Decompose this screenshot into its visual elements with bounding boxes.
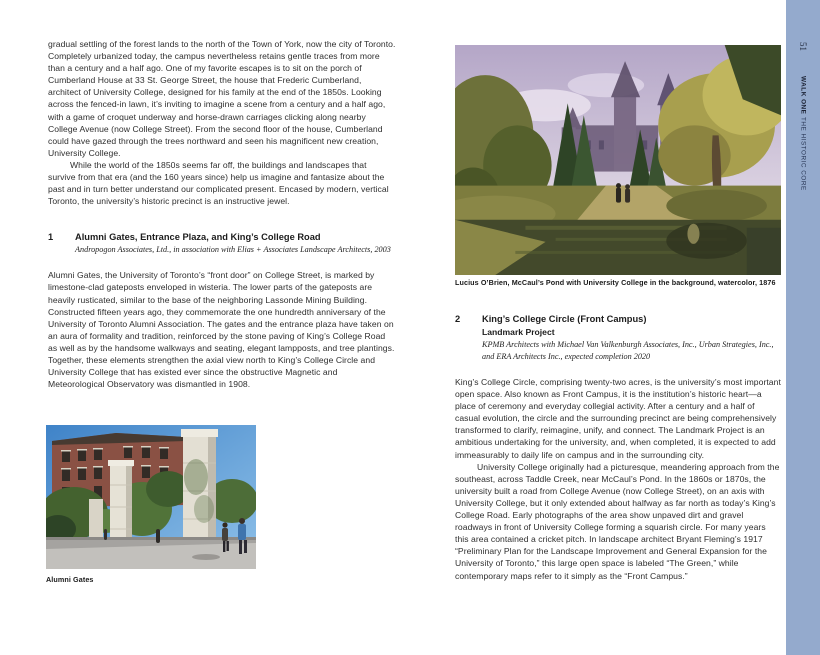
section-1-title: Alumni Gates, Entrance Plaza, and King’s College Road xyxy=(75,232,321,243)
page-number: 51 xyxy=(798,42,808,51)
section-1-body xyxy=(48,269,396,390)
section-2-title: King’s College Circle (Front Campus) xyxy=(482,314,647,324)
section-1-heading xyxy=(48,231,396,243)
left-intro-text xyxy=(48,38,396,207)
section-2-paragraph-1: King’s College Circle, comprising twenty-two acres, is the university’s most important open space. Also known as Front Campus, it is the institution’s historic heart—a place of ceremony and everyday collegial activity. After a century and a half of casual evolution, the circle and the surrounding precinct are being comprehensively transformed to clarify, reimagine, unify, and connect. The Landmark Project is an ambitious undertaking for the university, and, when completed, it is expected to add immeasurably to daily life on campus and in the surrounding city. xyxy=(455,377,781,460)
section-2-kings-college-circle xyxy=(455,313,781,582)
left-page-column xyxy=(48,38,396,390)
section-1-paragraph: Alumni Gates, the University of Toronto’s “front door” on College Street, is marked by limestone-clad gateposts enveloped in wisteria. The lower parts of the gateposts are heavily rusticated, similar to the base of the neighboring Lassonde Mining Building. Constructed fifteen years ago, they commemorate the one hundredth anniversary of the University of Toronto Alumni Association. The gates and the entrance plaza have taken on an aura of formality and tradition, reinforced by the stone paving of King’s College Road as well as by the handsome walkways and seating, elegant lampposts, and tree plantings. Together, these elements strengthen the axial view north to King’s College Circle and University College that has existed ever since the obstructive Magnetic and Meteorological Observatory was dismantled in 1908. xyxy=(48,270,395,390)
walk-number-label: WALK ONE xyxy=(799,76,807,115)
walk-sidebar xyxy=(786,0,820,655)
section-2-credit: KPMB Architects with Michael Van Valkenburgh Associates, Inc., Urban Strategies, Inc., and ERA Architects Inc., expected completion 2020 xyxy=(482,340,774,361)
section-2-heading xyxy=(455,313,781,325)
section-1-alumni-gates xyxy=(48,231,396,390)
section-2-paragraph-2: University College originally had a picturesque, meandering approach from the southeast, across Taddle Creek, near McCaul’s Pond. In the 1860s or 1870s, the university built a road from College Avenue (now College Street), on an axis with University College, but it only extended about halfway as far north as today’s King’s College Road. Early photographs of the area show unpaved dirt and gravel roadways in front of University College forming a squarish circle. For many years this area contained a cricket pitch. In landscape architect Bryant Fleming’s 1917 “Preliminary Plan for the Landscape Improvement and General Expansion for the University of Toronto,” this large open space is labeled “The Green,” while contemporary maps refer to it simply as the “Front Campus.” xyxy=(455,461,780,581)
section-2-subtitle: Landmark Project xyxy=(482,327,555,337)
mccauls-pond-watercolor xyxy=(455,45,781,275)
photo-caption: Alumni Gates xyxy=(46,575,94,584)
watercolor-art xyxy=(455,45,781,275)
intro-paragraph-2: While the world of the 1850s seems far off, the buildings and landscapes that survive from that era (and the 160 years since) help us imagine and fantasize about the past and in turn better understand our complicated present. Encased by modern, vertical Toronto, the university’s historic precinct is an instructive jewel. xyxy=(48,159,389,207)
section-2-number: 2 xyxy=(455,314,461,324)
alumni-gates-photo xyxy=(46,425,256,569)
section-2-body xyxy=(455,376,781,582)
right-page-column xyxy=(455,305,781,582)
alumni-gates-photo-art xyxy=(46,425,256,569)
section-1-number: 1 xyxy=(48,232,54,243)
section-1-credit: Andropogon Associates, Ltd., in association with Elias + Associates Landscape Architects, 2003 xyxy=(75,245,391,255)
painting-pond xyxy=(455,220,781,275)
painting-caption: Lucius O’Brien, McCaul’s Pond with University College in the background, watercolor, 1876 xyxy=(455,278,776,287)
walk-title-label: THE HISTORIC CORE xyxy=(799,117,807,191)
intro-paragraph-1: gradual settling of the forest lands to the north of the Town of York, now the city of Toronto. Completely urbanized today, the campus nevertheless retains gentle traces from more than a century and a half ago. One of my favorite escapes is to sit on the porch of Cumberland House at 33 St. George Street, the house that Frederic Cumberland, architect of University College, designed for his family at the end of the 1850s. Looking across the fenced-in lawn, it’s inviting to imagine a scene from a century and a half ago, with a game of croquet underway and horse-drawn carriages clicking along nearby College Avenue (now College Street). From the second floor of the house, Cumberland could have gazed through the trees northward and seen his magnificent new creation, University College. xyxy=(48,39,396,158)
